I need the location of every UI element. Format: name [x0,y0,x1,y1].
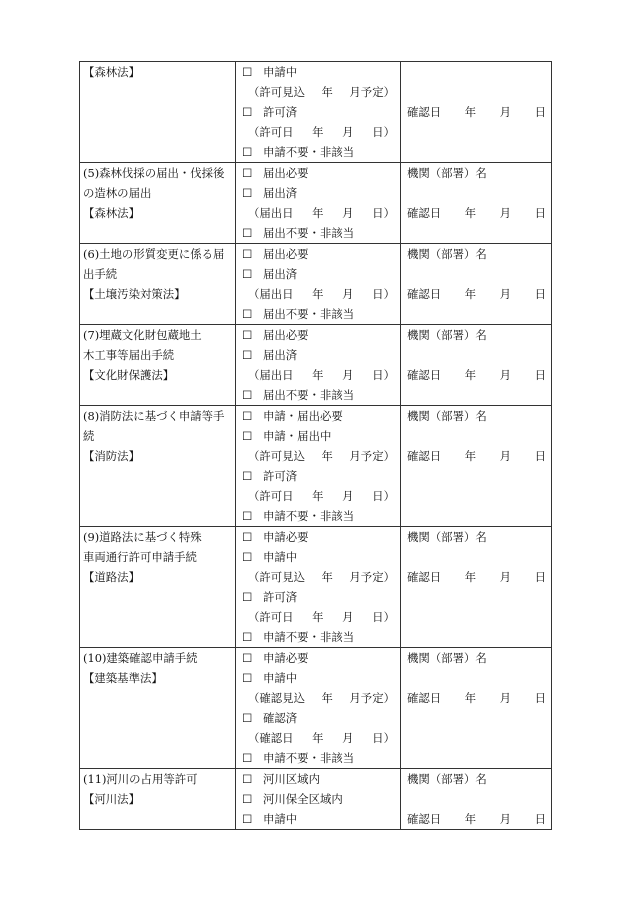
date-part: （届出日 [248,287,294,301]
date-field[interactable] [236,122,400,142]
checkbox-icon[interactable]: ☐ [242,469,253,483]
checkbox-icon[interactable]: ☐ [242,671,253,685]
option-label: 申請必要 [263,530,309,544]
checkbox-icon[interactable]: ☐ [242,105,253,119]
date-part: （許可見込 [248,449,305,463]
confirm-date-field[interactable] [401,365,551,385]
confirmation-cell [401,648,552,769]
date-part: （確認見込 [248,691,305,705]
item-line: 車両通行許可申請手続 [83,550,197,564]
confirmation-cell [401,769,552,830]
confirm-date-part: 日 [534,812,546,826]
option-label: 許可済 [263,469,298,483]
checkbox-icon[interactable]: ☐ [242,166,253,180]
date-part: 日） [372,731,395,745]
status-cell [236,527,401,648]
checkbox-icon[interactable]: ☐ [242,226,253,240]
date-part: （確認日 [248,731,294,745]
confirm-date-part: 年 [464,105,477,119]
confirm-date-field[interactable] [401,203,551,223]
date-field[interactable] [236,284,400,304]
confirm-date-part: 確認日 [407,206,442,220]
item-line: 出手続 [83,267,118,281]
date-part: 月予定） [349,85,395,99]
checkbox-icon[interactable]: ☐ [242,530,253,544]
spacer-line [401,82,551,102]
confirmation-cell [401,527,552,648]
option-label: 届出必要 [263,247,309,261]
item-line: 木工事等届出手続 [83,348,175,362]
item-line: 【土壌汚染対策法】 [83,287,186,301]
status-cell [236,244,401,325]
option-label: 届出必要 [263,328,309,342]
status-option [236,426,400,446]
status-option [236,406,400,426]
item-cell [80,244,236,325]
confirm-date-part: 日 [534,287,546,301]
status-cell [236,648,401,769]
status-option [236,385,400,405]
status-cell [236,62,401,163]
spacer-line [401,426,551,446]
confirm-date-part: 日 [534,449,546,463]
confirm-date-field[interactable] [401,284,551,304]
status-option [236,769,400,789]
status-option [236,163,400,183]
status-option [236,587,400,607]
option-label: 申請中 [263,550,298,564]
item-cell [80,62,236,163]
option-label: 申請・届出中 [263,429,332,443]
option-label: 確認済 [263,711,298,725]
checkbox-icon[interactable]: ☐ [242,267,253,281]
date-part: 年 [321,570,333,584]
status-option [236,142,400,162]
agency-name-field[interactable]: 機関（部署）名 [407,166,487,180]
spacer-line [401,547,551,567]
option-label: 申請・届出必要 [263,409,343,423]
date-part: 年 [312,731,324,745]
agency-name-field[interactable]: 機関（部署）名 [407,530,487,544]
checkbox-icon[interactable]: ☐ [242,792,253,806]
confirm-date-part: 月 [499,570,512,584]
confirm-date-part: 月 [499,287,512,301]
date-field[interactable] [236,446,400,466]
item-line: 【森林法】 [83,206,140,220]
item-line: (11)河川の占用等許可 [83,772,198,786]
confirm-date-part: 年 [464,449,477,463]
item-line: (5)森林伐採の届出・伐採後 [83,166,225,180]
checkbox-icon[interactable]: ☐ [242,328,253,342]
item-line: (9)道路法に基づく特殊 [83,530,202,544]
checkbox-icon[interactable]: ☐ [242,388,253,402]
item-line: 続 [83,429,95,443]
confirm-date-part: 日 [534,206,546,220]
confirm-date-field[interactable] [401,809,551,829]
section-row [80,325,552,406]
option-label: 届出済 [263,267,298,281]
checkbox-icon[interactable]: ☐ [242,348,253,362]
date-field[interactable] [236,82,400,102]
date-field[interactable] [236,567,400,587]
date-part: 月予定） [349,691,395,705]
date-part: 月 [342,610,354,624]
agency-name-field[interactable]: 機関（部署）名 [407,772,487,786]
section-row [80,527,552,648]
spacer-line [401,264,551,284]
date-part: 年 [321,449,333,463]
date-part: 年 [321,85,333,99]
item-cell [80,527,236,648]
item-line: 【河川法】 [83,792,140,806]
status-option [236,668,400,688]
status-option [236,62,400,82]
item-line: (8)消防法に基づく申請等手 [83,409,225,423]
section-row [80,244,552,325]
agency-name-field[interactable]: 機関（部署）名 [407,409,487,423]
date-part: （許可日 [248,489,294,503]
status-option [236,748,400,768]
option-label: 申請不要・非該当 [263,145,355,159]
date-part: 月 [342,287,354,301]
item-cell [80,648,236,769]
confirm-date-part: 確認日 [407,449,442,463]
option-label: 届出不要・非該当 [263,226,355,240]
date-field[interactable] [236,203,400,223]
checkbox-icon[interactable]: ☐ [242,429,253,443]
status-option [236,325,400,345]
section-row [80,769,552,830]
date-part: 月 [342,125,354,139]
status-option [236,183,400,203]
checkbox-icon[interactable]: ☐ [242,186,253,200]
confirmation-cell [401,244,552,325]
date-part: 月 [342,368,354,382]
date-part: （許可見込 [248,85,305,99]
option-label: 許可済 [263,590,298,604]
date-part: （許可見込 [248,570,305,584]
status-option [236,708,400,728]
option-label: 申請必要 [263,651,309,665]
option-label: 申請不要・非該当 [263,509,355,523]
status-option [236,345,400,365]
confirm-date-part: 月 [499,812,512,826]
status-cell [236,163,401,244]
date-part: 年 [312,489,324,503]
confirmation-cell [401,325,552,406]
date-field[interactable] [236,607,400,627]
checkbox-icon[interactable]: ☐ [242,590,253,604]
spacer-line [401,183,551,203]
status-option [236,304,400,324]
confirm-date-part: 日 [534,368,546,382]
checkbox-icon[interactable]: ☐ [242,509,253,523]
option-label: 許可済 [263,105,298,119]
status-option [236,527,400,547]
checkbox-icon[interactable]: ☐ [242,812,253,826]
item-line: の造林の届出 [83,186,152,200]
status-option [236,648,400,668]
confirm-date-part: 年 [464,691,477,705]
item-line: 【文化財保護法】 [83,368,175,382]
item-cell [80,406,236,527]
option-label: 届出必要 [263,166,309,180]
option-label: 申請中 [263,65,298,79]
confirm-date-field[interactable] [401,567,551,587]
confirm-date-part: 確認日 [407,105,442,119]
status-option [236,789,400,809]
date-part: 月 [342,206,354,220]
spacer-line [401,789,551,809]
section-row [80,163,552,244]
date-part: 月予定） [349,570,395,584]
confirm-date-part: 日 [534,105,546,119]
checkbox-icon[interactable]: ☐ [242,65,253,79]
date-part: （許可日 [248,125,294,139]
checkbox-icon[interactable]: ☐ [242,247,253,261]
checkbox-icon[interactable]: ☐ [242,145,253,159]
date-part: 年 [321,691,333,705]
confirm-date-field[interactable] [401,102,551,122]
option-label: 届出不要・非該当 [263,307,355,321]
agency-name-field[interactable] [401,62,551,82]
item-line: (7)埋蔵文化財包蔵地土 [83,328,202,342]
confirm-date-part: 年 [464,287,477,301]
item-line: 【建築基準法】 [83,671,163,685]
date-part: 日） [372,125,395,139]
option-label: 申請不要・非該当 [263,751,355,765]
date-part: 日） [372,368,395,382]
option-label: 申請不要・非該当 [263,630,355,644]
agency-name-field[interactable]: 機関（部署）名 [407,651,487,665]
confirm-date-part: 月 [499,105,512,119]
confirm-date-part: 確認日 [407,287,442,301]
option-label: 河川区域内 [263,772,320,786]
checkbox-icon[interactable]: ☐ [242,751,253,765]
confirm-date-field[interactable] [401,688,551,708]
confirm-date-part: 確認日 [407,570,442,584]
section-row [80,406,552,527]
spacer-line [401,345,551,365]
option-label: 届出不要・非該当 [263,388,355,402]
confirm-date-part: 日 [534,570,546,584]
confirm-date-part: 確認日 [407,691,442,705]
section-row [80,648,552,769]
confirm-date-part: 確認日 [407,368,442,382]
checkbox-icon[interactable]: ☐ [242,307,253,321]
date-part: 日） [372,489,395,503]
date-part: 月 [342,489,354,503]
confirm-date-part: 年 [464,812,477,826]
status-cell [236,325,401,406]
confirm-date-part: 年 [464,570,477,584]
date-part: 年 [312,610,324,624]
status-option [236,102,400,122]
date-part: 月 [342,731,354,745]
checkbox-icon[interactable]: ☐ [242,711,253,725]
status-option [236,244,400,264]
confirm-date-part: 年 [464,368,477,382]
option-label: 届出済 [263,348,298,362]
confirm-date-part: 月 [499,206,512,220]
date-part: 月予定） [349,449,395,463]
checklist-body [80,62,552,830]
date-part: 年 [312,125,324,139]
status-option [236,627,400,647]
item-line: (6)土地の形質変更に係る届 [83,247,225,261]
item-line: 【道路法】 [83,570,140,584]
agency-name-field[interactable]: 機関（部署）名 [407,247,487,261]
permit-checklist-table [79,61,552,830]
status-cell [236,769,401,830]
confirmation-cell [401,406,552,527]
date-field[interactable] [236,728,400,748]
date-part: 年 [312,368,324,382]
date-part: 日） [372,287,395,301]
status-option [236,506,400,526]
confirmation-cell [401,163,552,244]
section-row [80,62,552,163]
item-cell [80,325,236,406]
checkbox-icon[interactable]: ☐ [242,772,253,786]
date-part: 日） [372,610,395,624]
date-part: 日） [372,206,395,220]
confirm-date-field[interactable] [401,446,551,466]
item-cell [80,163,236,244]
option-label: 申請中 [263,812,298,826]
checkbox-icon[interactable]: ☐ [242,651,253,665]
date-part: 年 [312,206,324,220]
item-line: 【消防法】 [83,449,140,463]
item-line: 【森林法】 [83,65,140,79]
confirm-date-part: 年 [464,206,477,220]
status-option [236,547,400,567]
spacer-line [401,668,551,688]
confirm-date-part: 月 [499,368,512,382]
option-label: 申請中 [263,671,298,685]
status-option [236,466,400,486]
status-option [236,223,400,243]
confirm-date-part: 確認日 [407,812,442,826]
status-option [236,264,400,284]
checkbox-icon[interactable]: ☐ [242,550,253,564]
option-label: 届出済 [263,186,298,200]
option-label: 河川保全区域内 [263,792,343,806]
date-part: （届出日 [248,368,294,382]
date-part: 年 [312,287,324,301]
status-cell [236,406,401,527]
item-cell [80,769,236,830]
date-field[interactable] [236,365,400,385]
status-option [236,809,400,829]
date-field[interactable] [236,486,400,506]
item-line: (10)建築確認申請手続 [83,651,198,665]
confirmation-cell [401,62,552,163]
agency-name-field[interactable]: 機関（部署）名 [407,328,487,342]
confirm-date-part: 月 [499,691,512,705]
checkbox-icon[interactable]: ☐ [242,409,253,423]
checkbox-icon[interactable]: ☐ [242,630,253,644]
date-field[interactable] [236,688,400,708]
date-part: （許可日 [248,610,294,624]
confirm-date-part: 月 [499,449,512,463]
date-part: （届出日 [248,206,294,220]
confirm-date-part: 日 [534,691,546,705]
